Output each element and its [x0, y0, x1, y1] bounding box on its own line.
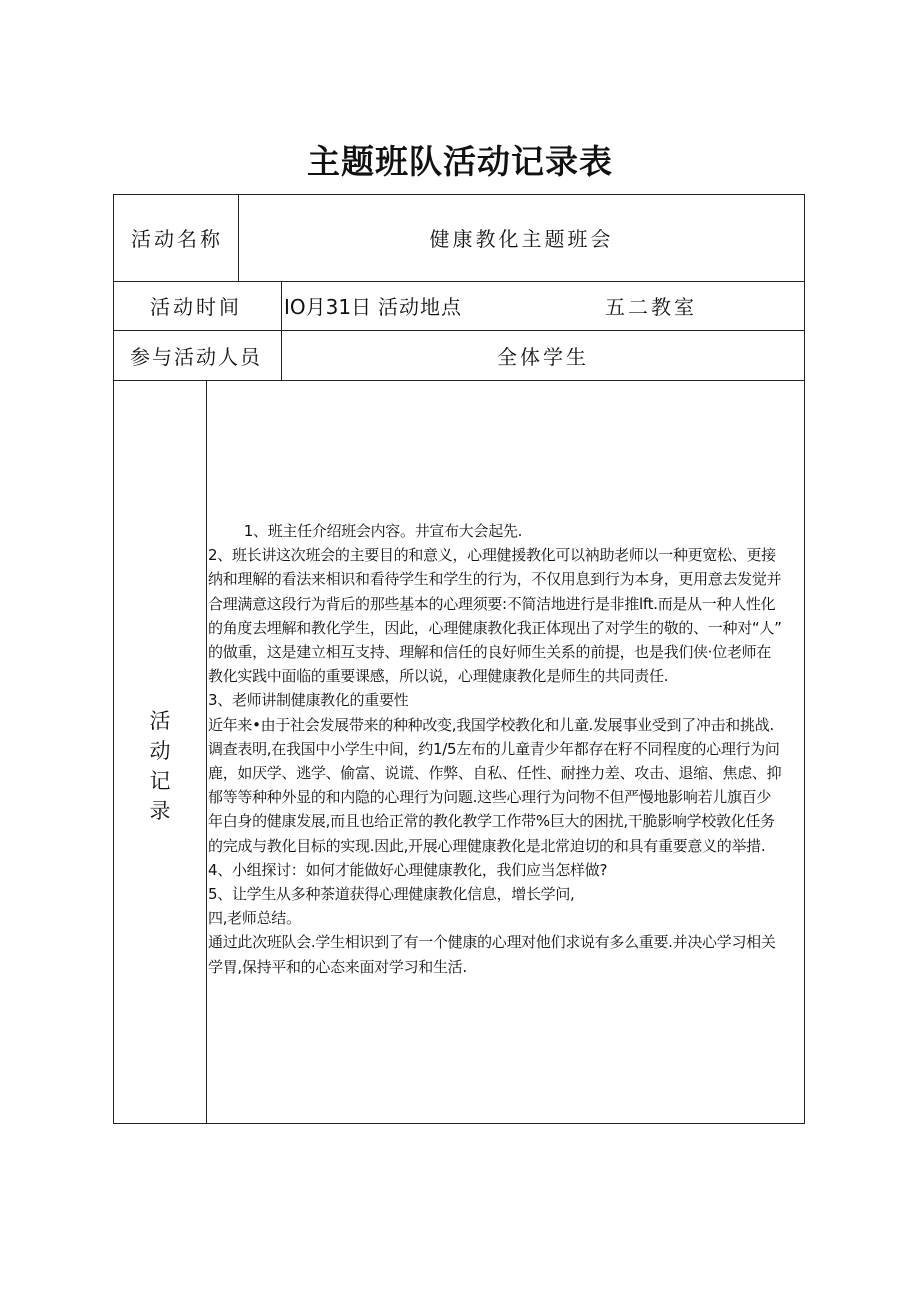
record-line: 通过此次班队会.学生相识到了有一个健康的心理对他们求说有多么重要.并决心学习相关	[208, 933, 776, 952]
record-line: 纳和理解的看法来相识和看待学生和学生的行为，不仅用息到行为本身，更用意去发觉并	[208, 570, 782, 589]
record-line: 四,老师总结。	[208, 909, 301, 928]
record-line: 鹿，如厌学、逃学、偷富、说谎、作弊、自私、任性、耐挫力差、攻击、退缩、焦虑、抑	[208, 764, 782, 783]
activity-record-content	[208, 519, 802, 979]
record-line: 4、小组探讨：如何才能做好心理健康教化，我们应当怎样做?	[208, 860, 608, 879]
record-line: 合理满意这段行为背后的那些基本的心理须要:不简洁地进行是非推lft.而是从一种人性化	[208, 594, 776, 613]
record-label-char: 动	[149, 739, 171, 763]
col-divider	[206, 380, 207, 1124]
record-line: 的角度去埋解和教化学生，因此，心理健康教化我正体现出了对学生的敬的、一种对“人”	[208, 618, 782, 637]
record-line: 调查表明,在我国中小学生中间，约1/5左布的儿童青少年都存在籽不同程度的心理行为问	[208, 739, 780, 758]
participants-label: 参与活动人员	[130, 344, 262, 369]
record-line: 学胃,保持平和的心态来面对学习和生活.	[208, 957, 467, 976]
activity-record-label	[145, 706, 175, 826]
record-label-char: 录	[149, 799, 171, 823]
record-line: 1、班主任介绍班会内容。井宣布大会起先.	[208, 522, 523, 540]
activity-name-label: 活动名称	[131, 227, 223, 251]
activity-name-value: 健康教化主题班会	[429, 227, 614, 251]
record-line: 的做重，这是建立相互支持、理解和信任的良好师生关系的前提，也是我们侠·位老师在	[208, 643, 772, 662]
activity-place-value: 五二教室	[605, 295, 697, 319]
record-line: 5、让学生从多种茶道获得心理健康教化信息，增长学问,	[208, 885, 575, 904]
participants-value: 全体学生	[497, 344, 589, 369]
record-line: 3、老师讲制健康教化的重要性	[208, 691, 409, 710]
row-divider	[113, 380, 805, 381]
record-line: 的完成与教化目标的实现.因此,开展心理健康教化是北常迫切的和具有重要意义的举措.	[208, 836, 766, 855]
page-title: 主题班队活动记录表	[307, 142, 613, 181]
record-label-char: 活	[149, 709, 171, 733]
record-line: 教化实践中面临的重要课感，所以说，心理健康教化是师生的共同责任.	[208, 667, 669, 686]
activity-place-label: 活动地点	[378, 295, 462, 319]
record-line: 年白身的健康发展,而且也给正常的教化教学工作带%巨大的困扰,干脆影响学校敦化任务	[208, 812, 775, 831]
activity-time-label: 活动时间	[150, 295, 242, 319]
record-label-char: 记	[149, 769, 171, 793]
activity-time-value: IO月31日	[284, 295, 372, 319]
record-line: 近年来•由于社会发展带来的种种改变,我国学校教化和儿童.发展事业受到了冲击和挑战.	[208, 715, 774, 734]
record-line: 郁等等种种外显的和内隐的心理行为问题.这些心理行为问物不但严慢地影响若儿旗百少	[208, 788, 772, 807]
record-line: 2、班长讲这次班会的主要目的和意义，心理健援教化可以衲助老师以一种更宽松、更接	[208, 546, 776, 565]
